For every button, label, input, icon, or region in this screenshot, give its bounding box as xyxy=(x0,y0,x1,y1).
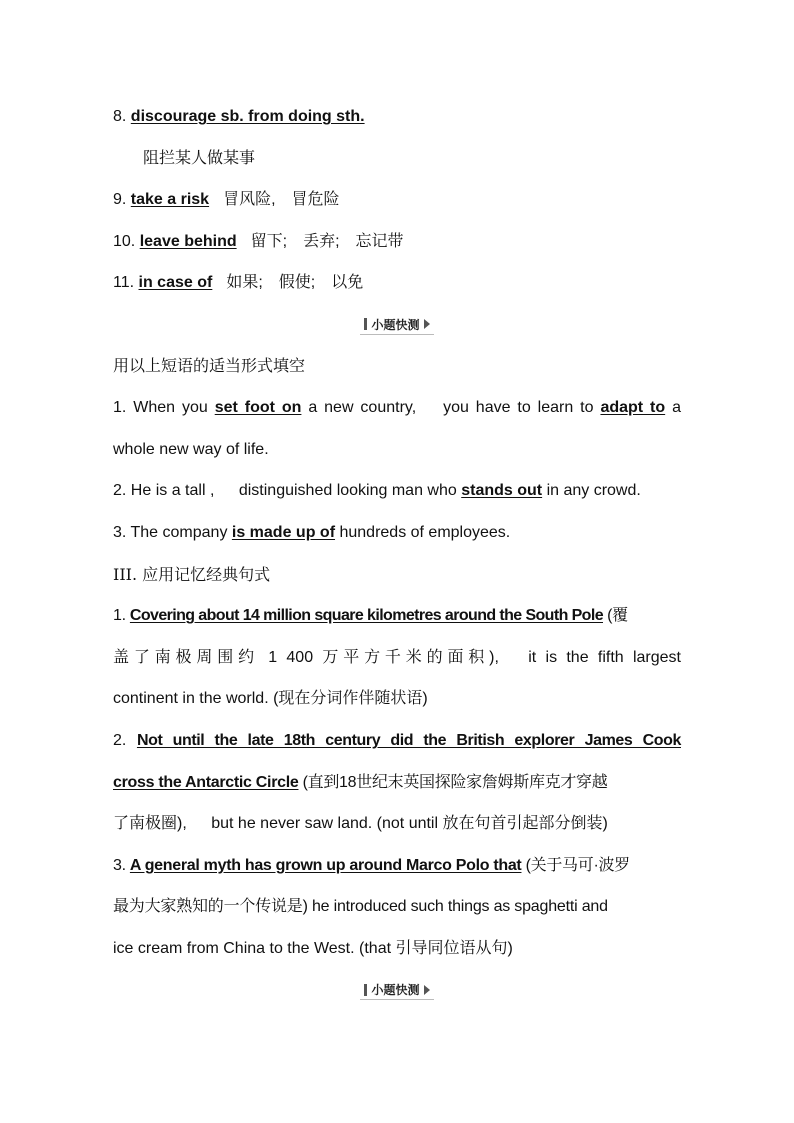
fill-sentence-2: 2. He is a tall , distinguished looking man who stands out in any crowd. xyxy=(113,482,641,500)
answer-text: is made up of xyxy=(231,523,336,541)
section-3-title: III. 应用记忆经典句式 xyxy=(113,564,271,584)
pattern-3-line-1: 3. A general myth has grown up around Marco Polo that (关于马可·波罗 xyxy=(113,856,630,874)
phrase-item-10: 10. leave behind 留下; 丢弃; 忘记带 xyxy=(113,232,404,250)
phrase-item-8: 8. discourage sb. from doing sth. xyxy=(113,108,365,125)
phrase-item-9: 9. take a risk 冒风险, 冒危险 xyxy=(113,191,340,209)
fill-instruction: 用以上短语的适当形式填空 xyxy=(113,357,306,375)
quiz-badge-row xyxy=(113,969,681,1011)
fill-sentence-3: 3. The company is made up of hundreds of employees. xyxy=(113,523,511,541)
pattern-text: A general myth has grown up around Marco Polo that xyxy=(129,856,522,874)
pattern-text: Not until the late 18th century did the British explorer James Cook xyxy=(136,731,681,749)
fill-sentence-1: 1. When you set foot on a new country, you have to learn to adapt to a xyxy=(113,399,681,417)
pattern-text: cross the Antarctic Circle xyxy=(113,773,299,791)
pattern-1-line-1: 1. Covering about 14 million square kilometres around the South Pole (覆 xyxy=(113,607,628,625)
pattern-1-line-2: 盖了南极周围约 1 400 万平方千米的面积), it is the fifth largest xyxy=(113,648,681,666)
fill-sentence-1-cont: whole new way of life. xyxy=(113,440,269,458)
document-page xyxy=(113,96,681,1011)
pattern-2-line-3: 了南极圈), but he never saw land. (not until 放在句首引起部分倒装) xyxy=(113,815,608,833)
answer-text: stands out xyxy=(461,482,543,500)
phrase-meaning: 冒风险, 冒危险 xyxy=(223,191,340,209)
bar-icon xyxy=(364,318,367,330)
phrase-text: in case of xyxy=(138,274,213,292)
quiz-badge-row xyxy=(113,304,681,346)
phrase-meaning: 留下; 丢弃; 忘记带 xyxy=(250,232,404,250)
phrase-text: leave behind xyxy=(139,232,237,250)
phrase-text: take a risk xyxy=(130,191,210,209)
phrase-meaning: 如果; 假使; 以免 xyxy=(226,274,364,292)
answer-text: adapt to xyxy=(600,399,666,417)
phrase-text: discourage sb. from doing sth. xyxy=(130,108,365,125)
quiz-badge: 小题快测 xyxy=(360,315,433,335)
pattern-1-line-3: continent in the world. (现在分词作伴随状语) xyxy=(113,690,428,708)
bar-icon xyxy=(364,984,367,996)
pattern-3-line-2: 最为大家熟知的一个传说是) he introduced such things as spaghetti and xyxy=(113,898,608,916)
phrase-item-11: 11. in case of 如果; 假使; 以免 xyxy=(113,274,364,292)
pattern-text: Covering about 14 million square kilometres around the South Pole xyxy=(129,607,603,625)
quiz-badge: 小题快测 xyxy=(360,980,433,1000)
pattern-2-line-2: cross the Antarctic Circle (直到18世纪末英国探险家詹姆斯库克才穿越 xyxy=(113,773,608,791)
pattern-3-line-3: ice cream from China to the West. (that 引导同位语从句) xyxy=(113,939,513,957)
phrase-meaning-8: 阻拦某人做某事 xyxy=(143,149,256,167)
pattern-2-line-1: 2. Not until the late 18th century did the British explorer James Cook xyxy=(113,731,681,749)
triangle-right-icon xyxy=(424,319,430,329)
answer-text: set foot on xyxy=(214,399,302,417)
triangle-right-icon xyxy=(424,985,430,995)
